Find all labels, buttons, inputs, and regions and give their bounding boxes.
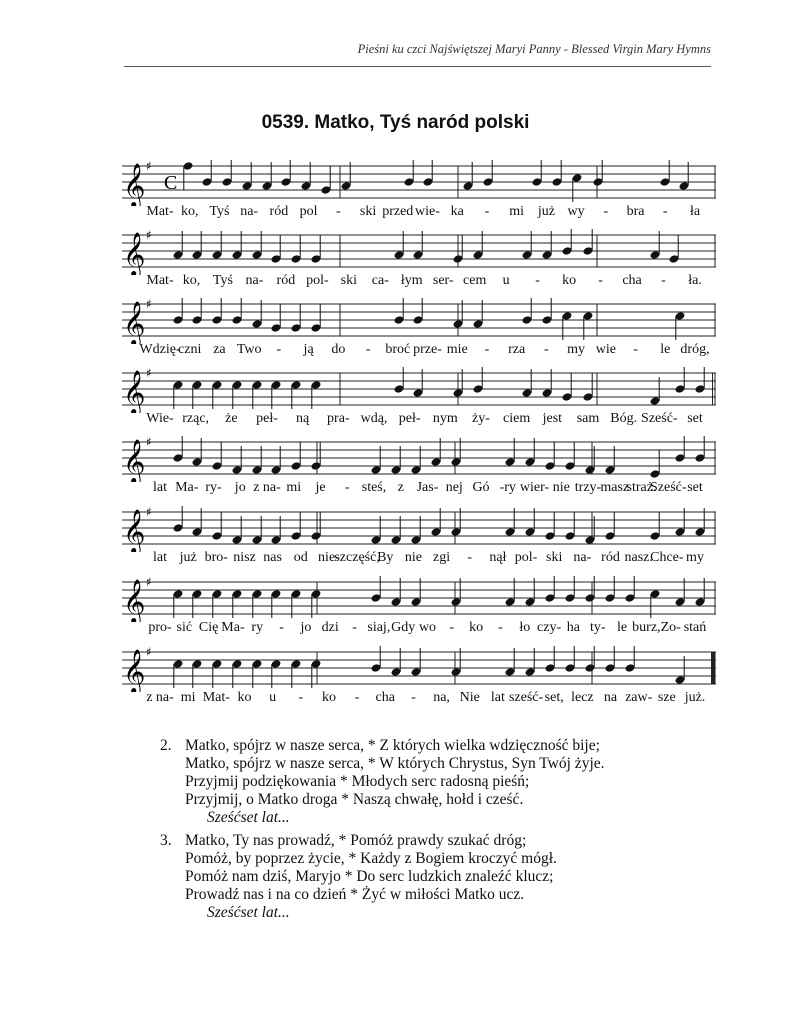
lyric-syllable: broć [385, 342, 411, 357]
lyric-syllable: wdą, [360, 411, 388, 426]
note [605, 646, 616, 673]
note [545, 576, 556, 603]
lyric-syllable: straż. [626, 480, 657, 495]
verse-number: 2. [160, 737, 172, 754]
lyric-line [120, 342, 716, 360]
lyric-syllable: Wdzię- [139, 342, 181, 357]
time-signature: C [164, 172, 178, 194]
treble-clef-icon: 𝄞 [123, 439, 146, 482]
note [271, 235, 282, 264]
lyric-syllable: nisz [233, 550, 256, 565]
lyric-syllable: ry- [205, 480, 222, 495]
lyric-syllable: - [662, 204, 668, 219]
treble-clef-icon: 𝄞 [123, 509, 146, 552]
lyric-syllable: nej [445, 480, 463, 495]
lyric-syllable: bro- [204, 550, 228, 565]
lyric-syllable: siaj, [367, 620, 391, 635]
note [585, 576, 596, 603]
note [695, 436, 706, 463]
treble-clef-icon: 𝄞 [123, 579, 146, 622]
lyric-syllable: pol- [306, 273, 329, 288]
note [404, 160, 415, 187]
verse-line: Matko, spójrz w nasze serca, * W których Chrystus, Syn Twój żyje. [185, 755, 605, 772]
lyric-syllable: - [298, 690, 304, 705]
note [212, 442, 223, 471]
note [650, 512, 661, 541]
lyric-syllable: - [344, 480, 350, 495]
lyric-syllable: na- [245, 273, 264, 288]
staff [120, 160, 718, 206]
note [202, 160, 213, 187]
lyric-syllable: - [352, 620, 357, 635]
lyric-syllable: na- [573, 550, 592, 565]
lyric-syllable: mi [180, 690, 196, 705]
note [394, 367, 405, 394]
lyric-syllable: Mat- [202, 690, 230, 705]
lyric-syllable: ha [566, 620, 581, 635]
note [271, 304, 282, 333]
lyric-syllable: - [544, 342, 549, 357]
note [291, 442, 302, 471]
lyric-syllable: Chce- [650, 550, 684, 565]
note [371, 576, 382, 603]
lyric-syllable: ją [303, 342, 314, 357]
staff-system [120, 576, 716, 646]
staff [120, 298, 718, 344]
lyric-syllable: By [377, 550, 394, 565]
lyric-syllable: - [484, 342, 490, 357]
lyric-syllable: my [686, 550, 704, 565]
lyric-syllable: sam [576, 411, 600, 426]
note [522, 298, 533, 325]
note [552, 160, 563, 187]
note [394, 298, 405, 325]
note [173, 436, 184, 463]
lyric-syllable: peł- [256, 411, 278, 426]
treble-clef-icon: 𝄞 [123, 163, 146, 206]
staff-system [120, 367, 716, 437]
lyric-syllable: jo [234, 480, 246, 495]
note [675, 436, 686, 463]
note [212, 512, 223, 541]
note [625, 576, 636, 603]
lyric-syllable: stań [683, 620, 707, 635]
lyric-syllable: mi [286, 480, 302, 495]
note [562, 229, 573, 256]
note [222, 160, 233, 187]
lyric-syllable: le [660, 342, 671, 357]
lyric-line [120, 690, 716, 708]
lyric-line [120, 480, 716, 498]
lyric-syllable: jo [300, 620, 312, 635]
note [545, 646, 556, 673]
lyric-syllable: set [687, 411, 703, 426]
lyric-syllable: z na- [146, 690, 174, 705]
note [605, 576, 616, 603]
verse-line: Przyjmij podziękowania * Młodych serc radosną pieśń; [185, 773, 530, 790]
note [212, 298, 223, 325]
lyric-syllable: pol [299, 204, 318, 219]
lyric-syllable: steś, [361, 480, 387, 495]
lyric-line [120, 273, 716, 291]
lyric-syllable: lat [153, 550, 167, 565]
lyric-syllable: ka [450, 204, 464, 219]
lyric-syllable: łym [400, 273, 423, 288]
lyric-syllable: Two [236, 342, 262, 357]
note [311, 442, 322, 471]
lyric-syllable: peł- [398, 411, 421, 426]
staff [120, 229, 718, 275]
lyric-syllable: my [567, 342, 586, 357]
lyric-syllable: ko, [180, 204, 199, 219]
lyric-syllable: Sześć- [649, 480, 687, 495]
verse-line: Pomóż, by poprzez życie, * Każdy z Bogiem kroczyć mógł. [185, 850, 557, 867]
lyric-syllable: bra [626, 204, 645, 219]
lyric-syllable: cha [375, 690, 395, 705]
lyric-syllable: ko [237, 690, 252, 705]
note [675, 367, 686, 394]
note [183, 161, 194, 190]
lyric-syllable: burz, [632, 620, 661, 635]
staff [120, 436, 718, 482]
key-signature-sharp-icon: ♯ [146, 646, 152, 659]
note [565, 442, 576, 471]
lyric-syllable: ko [469, 620, 484, 635]
note [545, 442, 556, 471]
note [660, 160, 671, 187]
lyric-syllable: ną [296, 411, 310, 426]
staff-system [120, 646, 716, 716]
lyric-syllable: Sześć- [641, 411, 678, 426]
lyric-syllable: ród [269, 204, 289, 219]
note [650, 450, 661, 479]
lyric-syllable: przed [382, 204, 414, 219]
lyric-syllable: już [179, 550, 197, 565]
lyric-syllable: - [484, 204, 490, 219]
lyric-syllable: od [293, 550, 308, 565]
lyric-syllable: - [661, 273, 666, 288]
note [532, 160, 543, 187]
lyric-syllable: na [603, 690, 618, 705]
lyric-syllable: rza [508, 342, 526, 357]
lyric-syllable: le [616, 620, 628, 635]
lyric-syllable: Zo- [660, 620, 681, 635]
key-signature-sharp-icon: ♯ [146, 160, 152, 173]
lyric-syllable: pra- [327, 411, 350, 426]
lyric-syllable: czy- [537, 620, 562, 635]
treble-clef-icon: 𝄞 [123, 370, 146, 413]
lyric-syllable: Mat- [146, 273, 174, 288]
header-rule [124, 66, 711, 67]
lyric-syllable: ło [519, 620, 531, 635]
lyric-syllable: Nie [459, 690, 480, 705]
lyric-syllable: nas [263, 550, 282, 565]
lyric-syllable: nie- [318, 550, 340, 565]
note [583, 373, 594, 402]
note [669, 235, 680, 264]
lyric-syllable: ży- [472, 411, 490, 426]
treble-clef-icon: 𝄞 [123, 649, 146, 692]
lyric-syllable: za [213, 342, 226, 357]
note [565, 512, 576, 541]
lyric-syllable: Gó [472, 480, 490, 495]
lyric-syllable: wy [567, 204, 585, 219]
staff [120, 506, 718, 552]
note [371, 646, 382, 673]
note [413, 298, 424, 325]
verse-line: Prowadź nas i na co dzień * Żyć w miłości Matko ucz. [185, 886, 525, 903]
lyric-syllable: u [502, 273, 510, 288]
lyric-syllable: - [279, 620, 284, 635]
note [605, 512, 616, 541]
lyric-syllable: ser- [432, 273, 454, 288]
note [311, 235, 322, 264]
lyric-syllable: ko [321, 690, 336, 705]
lyric-syllable: ciem [503, 411, 531, 426]
lyric-syllable: - [603, 204, 609, 219]
verse-line: Pomóż nam dziś, Maryjo * Do serc ludzkich znaleźć klucz; [185, 868, 554, 885]
lyric-syllable: u [269, 690, 277, 705]
note [545, 512, 556, 541]
note [321, 166, 332, 195]
key-signature-sharp-icon: ♯ [146, 576, 152, 589]
lyric-syllable: nie [404, 550, 422, 565]
lyric-syllable: - [467, 550, 473, 565]
note [173, 298, 184, 325]
verse-line: Przyjmij, o Matko droga * Naszą chwałę, hołd i cześć. [185, 791, 524, 808]
lyric-syllable: nie [552, 480, 570, 495]
lyric-syllable: - [498, 620, 503, 635]
staff-system [120, 298, 716, 368]
lyric-syllable: set [687, 480, 703, 495]
key-signature-sharp-icon: ♯ [146, 298, 152, 311]
lyric-syllable: cha [622, 273, 642, 288]
key-signature-sharp-icon: ♯ [146, 506, 152, 519]
note [473, 367, 484, 394]
lyric-syllable: sześć- [508, 690, 544, 705]
key-signature-sharp-icon: ♯ [146, 436, 152, 449]
lyric-syllable: czni [178, 342, 202, 357]
song-title: 0539. Matko, Tyś naród polski [261, 112, 530, 133]
key-signature-sharp-icon: ♯ [146, 229, 152, 242]
lyric-syllable: do [331, 342, 346, 357]
lyric-syllable: na, [433, 690, 450, 705]
note [625, 646, 636, 673]
lyric-syllable: nął [489, 550, 507, 565]
lyric-line [120, 620, 716, 638]
double-bar-line [712, 373, 713, 405]
lyric-syllable: mie [446, 342, 468, 357]
note [565, 646, 576, 673]
lyric-syllable: lecz [571, 690, 594, 705]
staff [120, 367, 718, 413]
lyric-syllable: mi [509, 204, 525, 219]
lyric-syllable: ko, [182, 273, 201, 288]
refrain-cue: Sześćset lat... [207, 904, 290, 921]
note [565, 576, 576, 603]
lyric-syllable: już. [684, 690, 706, 705]
lyric-syllable: sić [176, 620, 193, 635]
key-signature-sharp-icon: ♯ [146, 367, 152, 380]
lyric-syllable: zgi [433, 550, 451, 565]
treble-clef-icon: 𝄞 [123, 232, 146, 275]
lyric-syllable: zaw- [625, 690, 653, 705]
lyric-syllable: - [535, 273, 540, 288]
lyric-syllable: wier- [519, 480, 550, 495]
lyric-syllable: dzi [321, 620, 339, 635]
lyric-syllable: - [449, 620, 455, 635]
lyric-syllable: ła [689, 204, 701, 219]
lyric-syllable: Ma- [221, 620, 245, 635]
lyric-syllable: - [276, 342, 282, 357]
lyric-syllable: Tyś [212, 273, 233, 288]
lyric-syllable: wie- [415, 204, 440, 219]
lyric-syllable: - [365, 342, 371, 357]
note [483, 160, 494, 187]
note [291, 235, 302, 264]
lyric-syllable: cem [463, 273, 487, 288]
lyric-syllable: że [225, 411, 238, 426]
lyric-syllable: lat [490, 690, 505, 705]
lyric-syllable: - [354, 690, 360, 705]
lyric-syllable: z na- [253, 480, 281, 495]
staff [120, 646, 718, 692]
lyric-syllable: set, [544, 690, 564, 705]
lyric-syllable: - [335, 204, 341, 219]
lyric-syllable: pro- [148, 620, 172, 635]
lyric-syllable: Wie- [146, 411, 174, 426]
note [291, 512, 302, 541]
lyric-syllable: ski [546, 550, 563, 565]
lyric-syllable: lat [153, 480, 167, 495]
refrain-cue: Sześćset lat... [207, 809, 290, 826]
page-header: Pieśni ku czci Najświętszej Maryi Panny - Blessed Virgin Mary Hymns [357, 42, 711, 56]
lyric-syllable: nasz. [624, 550, 653, 565]
lyric-syllable: ród [601, 550, 620, 565]
note [585, 646, 596, 673]
note [311, 512, 322, 541]
lyric-syllable: wo [418, 620, 437, 635]
lyric-syllable: - [411, 690, 416, 705]
lyric-syllable: już [537, 204, 555, 219]
lyric-syllable: z [397, 480, 404, 495]
lyric-syllable: Tyś [209, 204, 230, 219]
lyric-line [120, 411, 716, 429]
treble-clef-icon: 𝄞 [123, 301, 146, 344]
lyric-syllable: jest [542, 411, 563, 426]
lyric-syllable: Mat- [146, 204, 174, 219]
note [583, 229, 594, 256]
note [291, 304, 302, 333]
lyric-syllable: rząc, [182, 411, 210, 426]
note [311, 304, 322, 333]
lyric-syllable: ry [251, 620, 264, 635]
lyric-syllable: Jas- [416, 480, 439, 495]
lyric-line [120, 550, 716, 568]
lyric-syllable: ski [340, 273, 357, 288]
lyric-syllable: szczęść, [334, 550, 380, 565]
lyric-syllable: je [315, 480, 326, 495]
note [423, 160, 434, 187]
lyric-syllable: Gdy [391, 620, 416, 635]
note [232, 298, 243, 325]
note [173, 506, 184, 533]
lyric-syllable: ła. [688, 273, 702, 288]
staff-system [120, 436, 716, 506]
lyric-syllable: Cię [198, 620, 219, 635]
lyric-syllable: ród [276, 273, 296, 288]
note [281, 160, 292, 187]
lyric-syllable: ski [359, 204, 377, 219]
lyric-syllable: - [633, 342, 638, 357]
verse-line: Matko, spójrz w nasze serca, * Z których wielka wdzięczność bije; [185, 737, 600, 754]
note [562, 373, 573, 402]
lyric-syllable: dróg, [680, 342, 710, 357]
lyric-syllable: ca- [371, 273, 389, 288]
lyric-syllable: prze- [413, 342, 442, 357]
note [192, 298, 203, 325]
lyric-syllable: na- [240, 204, 259, 219]
staff-system [120, 229, 716, 299]
lyric-syllable: sze [657, 690, 676, 705]
note [593, 160, 604, 187]
lyric-syllable: Ma- [175, 480, 199, 495]
verse-number: 3. [160, 832, 172, 849]
staff-system [120, 160, 716, 230]
double-bar-line [711, 652, 715, 684]
lyric-syllable: -ry [499, 480, 516, 495]
lyric-syllable: wie [595, 342, 616, 357]
lyric-syllable: ko [562, 273, 577, 288]
lyric-line [120, 204, 716, 222]
lyric-syllable: pol- [514, 550, 538, 565]
lyric-syllable: nym [432, 411, 458, 426]
lyric-syllable: Bóg. [610, 411, 638, 426]
staff [120, 576, 718, 622]
lyric-syllable: ty- [589, 620, 606, 635]
lyric-syllable: trzy- [574, 480, 602, 495]
note [542, 298, 553, 325]
staff-system [120, 506, 716, 576]
note [695, 367, 706, 394]
verse-line: Matko, Ty nas prowadź, * Pomóż prawdy szukać dróg; [185, 832, 527, 849]
lyric-syllable: masz [600, 480, 630, 495]
lyric-syllable: - [598, 273, 603, 288]
